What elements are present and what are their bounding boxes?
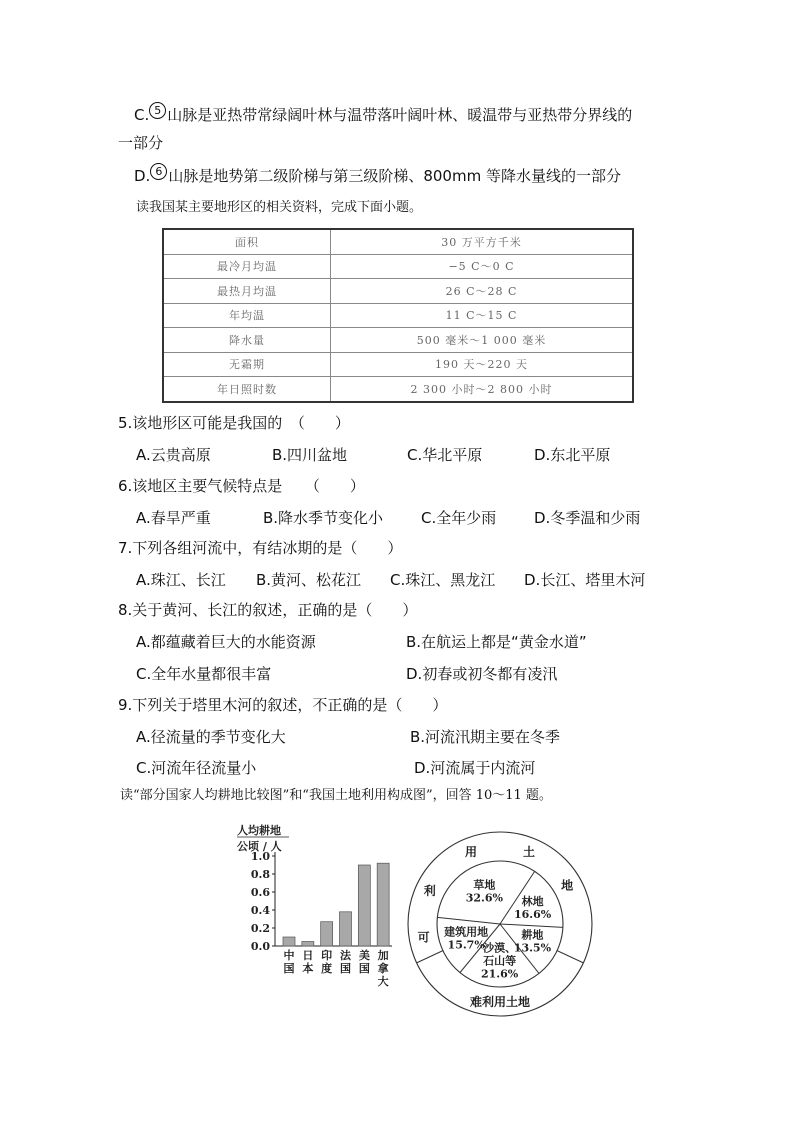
pie-ring-label: 地 [561, 878, 574, 893]
pie-ring-divider-left [417, 951, 443, 963]
bar-chart-category-label: 中 [283, 949, 295, 962]
info-table-key: 无霜期 [163, 352, 331, 377]
landform-info-table [162, 228, 634, 403]
q9-option-a: A.径流量的季节变化大 [136, 728, 286, 746]
q5-option-d: D.东北平原 [534, 446, 611, 464]
pie-ring-label: 可 [417, 930, 430, 945]
bar-chart-ytick-label: 0.6 [250, 886, 270, 899]
pie-slice-name: 建筑用地 [444, 925, 489, 939]
info-table-row [163, 229, 633, 254]
pie-slice-boundary [500, 924, 563, 927]
question-6: 6.该地区主要气候特点是 （ ） [118, 477, 365, 495]
per-capita-farmland-bar-chart [237, 823, 392, 988]
question-7: 7.下列各组河流中，有结冰期的是（ ） [118, 539, 403, 557]
pie-slice-name: 沙漠、 [483, 941, 517, 955]
pie-slice-name: 石山等 [483, 954, 517, 968]
info-table-key: 面积 [163, 229, 331, 254]
pie-slice-value: 16.6% [514, 908, 552, 922]
info-table-key: 年日照时数 [163, 377, 331, 402]
bar-chart-ytick-label: 0.2 [250, 922, 270, 935]
info-table-value: −5 C～0 C [331, 254, 634, 279]
bar-chart-category-label: 印 [321, 949, 333, 962]
info-table-key: 降水量 [163, 328, 331, 353]
q5-option-c: C.华北平原 [407, 446, 483, 464]
bar-chart-category-label: 加 [377, 949, 389, 962]
pie-ring-label: 用 [464, 845, 477, 860]
info-table-key: 年均温 [163, 303, 331, 328]
q7-option-b: B.黄河、松花江 [256, 571, 362, 589]
bar-chart-ytick-label: 0.4 [250, 904, 270, 917]
q4-option-d: D. 6 山脉是地势第二级阶梯与第三级阶梯、800mm 等降水量线的一部分 [134, 165, 621, 185]
pie-slice-value: 13.5% [513, 941, 552, 955]
q7-option-c: C.珠江、黑龙江 [390, 571, 496, 589]
bar-chart-title: 人均耕地 [237, 824, 281, 837]
info-table-value: 11 C～15 C [331, 303, 634, 328]
q6-option-c: C.全年少雨 [421, 509, 497, 527]
q4-option-c-continued: 一部分 [118, 134, 164, 152]
bar-chart-category-label: 国 [358, 962, 370, 975]
bar-chart-category-label: 大 [377, 975, 389, 988]
info-table-row [163, 279, 633, 304]
q7-option-a: A.珠江、长江 [136, 571, 226, 589]
info-table-key: 最冷月均温 [163, 254, 331, 279]
bar-chart-ylabel: 公顷 / 人 [237, 840, 282, 853]
info-table-key: 最热月均温 [163, 279, 331, 304]
pie-slice-value: 32.6% [465, 891, 503, 905]
pie-slice-name: 林地 [521, 895, 544, 909]
bar-chart-ytick-label: 1.0 [250, 850, 270, 863]
pie-ring-label: 利 [423, 884, 436, 899]
bar-4 [358, 865, 370, 946]
pie-slice-value: 15.7% [447, 938, 485, 952]
bar-chart-category-label: 本 [302, 962, 314, 975]
info-table-value: 500 毫米～1 000 毫米 [331, 328, 634, 353]
info-table-row [163, 352, 633, 377]
land-use-pie-chart [408, 832, 592, 1016]
q6-option-d: D.冬季温和少雨 [534, 509, 641, 527]
question-9: 9.下列关于塔里木河的叙述，不正确的是（ ） [118, 696, 448, 714]
pie-slice-name: 草地 [473, 878, 496, 892]
q8-option-a: A.都蕴藏着巨大的水能资源 [136, 633, 316, 651]
bar-chart-category-label: 美 [358, 949, 370, 962]
bar-chart-category-label: 法 [340, 949, 351, 962]
bar-chart-ytick-label: 0.8 [250, 868, 270, 881]
bar-chart-category-label: 日 [302, 949, 314, 962]
question-8: 8.关于黄河、长江的叙述，正确的是（ ） [118, 601, 418, 619]
intro-text-1: 读我国某主要地形区的相关资料，完成下面小题。 [136, 200, 423, 215]
bar-3 [340, 912, 352, 946]
question-5: 5.该地形区可能是我国的 （ ） [118, 414, 350, 432]
bar-1 [302, 942, 314, 947]
bar-chart-category-label: 国 [283, 962, 295, 975]
info-table-value: 30 万平方千米 [331, 229, 634, 254]
bar-chart-category-label: 拿 [377, 962, 389, 975]
q8-option-b: B.在航运上都是“黄金水道” [406, 633, 587, 651]
info-table-row [163, 254, 633, 279]
info-table-value: 2 300 小时～2 800 小时 [331, 377, 634, 402]
bar-2 [321, 922, 333, 946]
q6-option-b: B.降水季节变化小 [263, 509, 384, 527]
circled-number-6: 6 [150, 163, 167, 180]
bar-0 [283, 937, 295, 946]
info-table-value: 190 天～220 天 [331, 352, 634, 377]
q6-option-a: A.春旱严重 [136, 509, 211, 527]
q5-option-a: A.云贵高原 [136, 446, 211, 464]
info-table-row [163, 303, 633, 328]
pie-slice-value: 21.6% [480, 967, 519, 981]
q9-option-d: D.河流属于内流河 [414, 759, 536, 777]
pie-slice-boundary [437, 917, 500, 924]
bar-chart-category-label: 度 [321, 962, 333, 975]
intro-text-2: 读“部分国家人均耕地比较图”和“我国土地利用构成图”，回答 10～11 题。 [120, 788, 552, 803]
pie-ring-label: 土 [523, 845, 536, 860]
info-table-row [163, 328, 633, 353]
land-figures [0, 812, 794, 1042]
q7-option-d: D.长江、塔里木河 [524, 571, 646, 589]
pie-bottom-label: 难利用土地 [469, 995, 531, 1009]
bar-chart-category-label: 国 [340, 962, 351, 975]
pie-ring-divider-right [557, 951, 583, 963]
bar-chart-ytick-label: 0.0 [250, 940, 270, 953]
q8-option-c: C.全年水量都很丰富 [136, 665, 272, 683]
q4-option-c: C. 5 山脉是亚热带常绿阔叶林与温带落叶阔叶林、暖温带与亚热带分界线的 [134, 104, 633, 124]
info-table-row [163, 377, 633, 402]
q5-option-b: B.四川盆地 [272, 446, 348, 464]
q9-option-b: B.河流汛期主要在冬季 [410, 728, 561, 746]
q8-option-d: D.初春或初冬都有凌汛 [406, 665, 558, 683]
q9-option-c: C.河流年径流量小 [136, 759, 257, 777]
bar-5 [377, 863, 389, 946]
pie-slice-name: 耕地 [521, 928, 544, 942]
info-table-value: 26 C～28 C [331, 279, 634, 304]
circled-number-5: 5 [149, 102, 166, 119]
